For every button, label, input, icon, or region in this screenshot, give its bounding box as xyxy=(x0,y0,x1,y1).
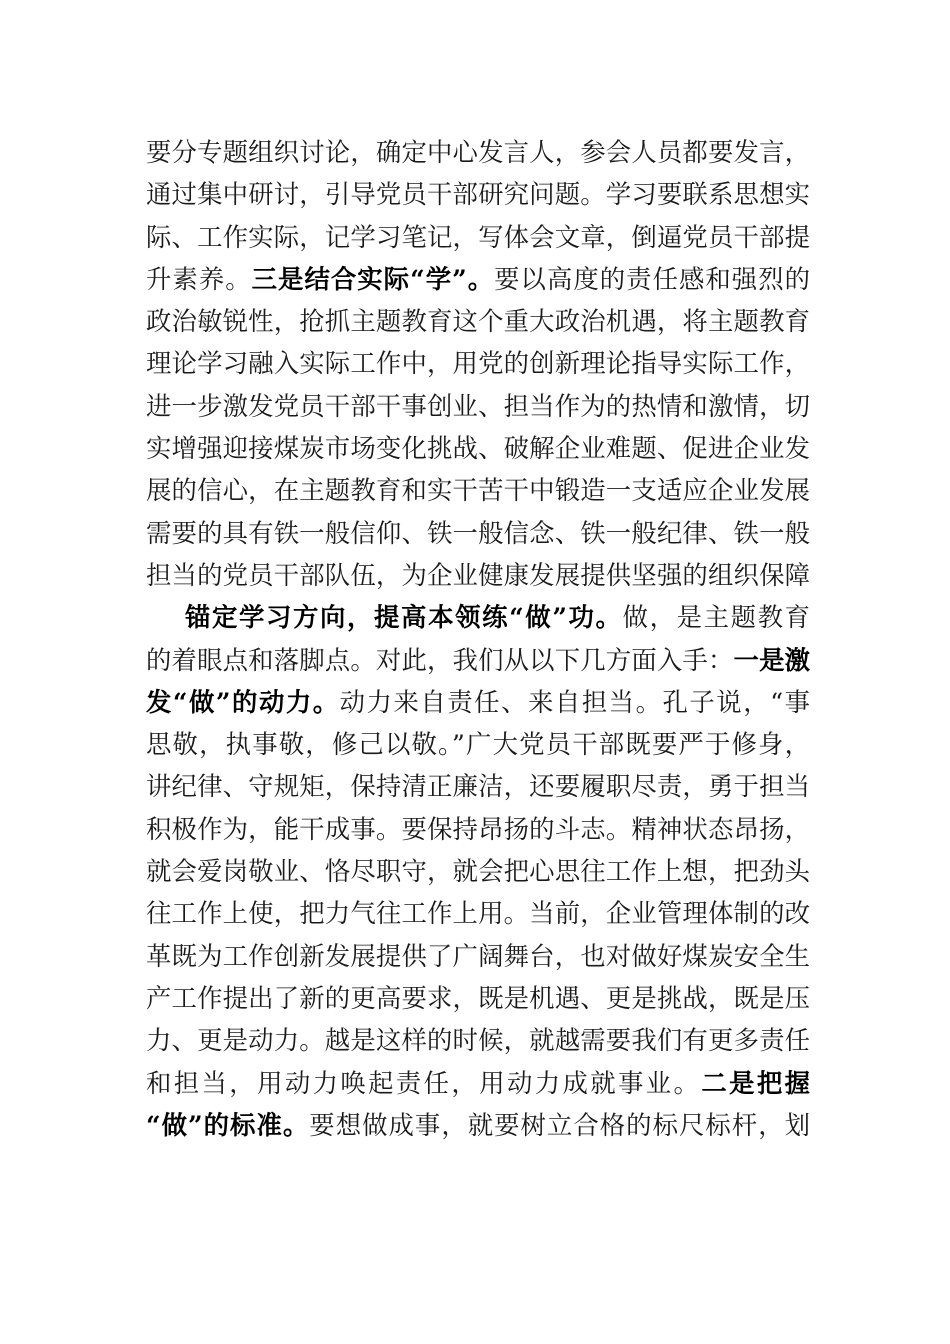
bold-heading-text: 一是激 xyxy=(733,644,811,675)
body-text: 升素养。 xyxy=(146,263,252,294)
body-text: 进一步激发党员干部干事创业、担当作为的热情和激情，切 xyxy=(146,390,810,421)
body-text: 展的信心，在主题教育和实干苦干中锻造一支适应企业发展 xyxy=(146,475,810,506)
text-line xyxy=(146,935,810,977)
body-text: 需要的具有铁一般信仰、铁一般信念、铁一般纪律、铁一般 xyxy=(146,517,810,548)
body-text: 做，是主题教育 xyxy=(622,602,810,633)
text-line xyxy=(146,258,810,300)
text-line xyxy=(146,681,810,723)
text-line xyxy=(146,300,810,342)
bold-heading-text: 三是结合实际“学”。 xyxy=(251,263,495,294)
text-line xyxy=(146,131,810,173)
text-line xyxy=(146,808,810,850)
bold-heading-text: “做”的标准。 xyxy=(146,1109,310,1140)
body-text: 和担当，用动力唤起责任，用动力成就事业。 xyxy=(146,1067,702,1098)
body-text: 要想做成事，就要树立合格的标尺标杆，划 xyxy=(309,1109,810,1140)
text-line xyxy=(146,765,810,807)
text-line xyxy=(146,554,810,596)
bold-heading-text: 二是把握 xyxy=(701,1067,810,1098)
text-line xyxy=(146,1019,810,1061)
body-text: 动力来自责任、来自担当。孔子说，“事 xyxy=(339,686,810,717)
bold-heading-text: 发“做”的动力。 xyxy=(146,686,340,717)
paragraph-first-line xyxy=(146,596,810,638)
body-text: 往工作上使，把力气往工作上用。当前，企业管理体制的改 xyxy=(146,898,810,929)
text-line xyxy=(146,427,810,469)
body-text: 积极作为，能干成事。要保持昂扬的斗志。精神状态昂扬， xyxy=(146,813,810,844)
body-text: 通过集中研讨，引导党员干部研究问题。学习要联系思想实 xyxy=(146,179,810,210)
text-line xyxy=(146,723,810,765)
bold-heading-text: 锚定学习方向，提高本领练“做”功。 xyxy=(185,602,623,633)
text-line xyxy=(146,977,810,1019)
body-text: 理论学习融入实际工作中，用党的创新理论指导实际工作， xyxy=(146,348,810,379)
body-text: 实增强迎接煤炭市场变化挑战、破解企业难题、促进企业发 xyxy=(146,433,810,464)
body-text: 际、工作实际，记学习笔记，写体会文章，倒逼党员干部提 xyxy=(146,221,810,252)
text-line xyxy=(146,892,810,934)
body-text: 思敬，执事敬，修己以敬。”广大党员干部既要严于修身， xyxy=(146,729,810,760)
text-line xyxy=(146,469,810,511)
text-line xyxy=(146,850,810,892)
body-text: 革既为工作创新发展提供了广阔舞台，也对做好煤炭安全生 xyxy=(146,940,810,971)
body-text: 要以高度的责任感和强烈的 xyxy=(494,263,811,294)
text-line xyxy=(146,173,810,215)
text-line xyxy=(146,385,810,427)
body-text: 力、更是动力。越是这样的时候，就越需要我们有更多责任 xyxy=(146,1025,810,1056)
text-line xyxy=(146,512,810,554)
document-body xyxy=(146,131,810,1146)
text-line xyxy=(146,1062,810,1104)
body-text: 就会爱岗敬业、恪尽职守，就会把心思往工作上想，把劲头 xyxy=(146,856,810,887)
text-line xyxy=(146,1104,810,1146)
text-line xyxy=(146,639,810,681)
body-text: 的着眼点和落脚点。对此，我们从以下几方面入手： xyxy=(146,644,734,675)
body-text: 讲纪律、守规矩，保持清正廉洁，还要履职尽责，勇于担当 xyxy=(146,771,810,802)
body-text: 担当的党员干部队伍，为企业健康发展提供坚强的组织保障 xyxy=(146,559,810,590)
body-text: 政治敏锐性，抢抓主题教育这个重大政治机遇，将主题教育 xyxy=(146,306,810,337)
body-text: 产工作提出了新的更高要求，既是机遇、更是挑战，既是压 xyxy=(146,982,810,1013)
text-line xyxy=(146,342,810,384)
text-line xyxy=(146,216,810,258)
body-text: 要分专题组织讨论，确定中心发言人，参会人员都要发言， xyxy=(146,137,810,167)
